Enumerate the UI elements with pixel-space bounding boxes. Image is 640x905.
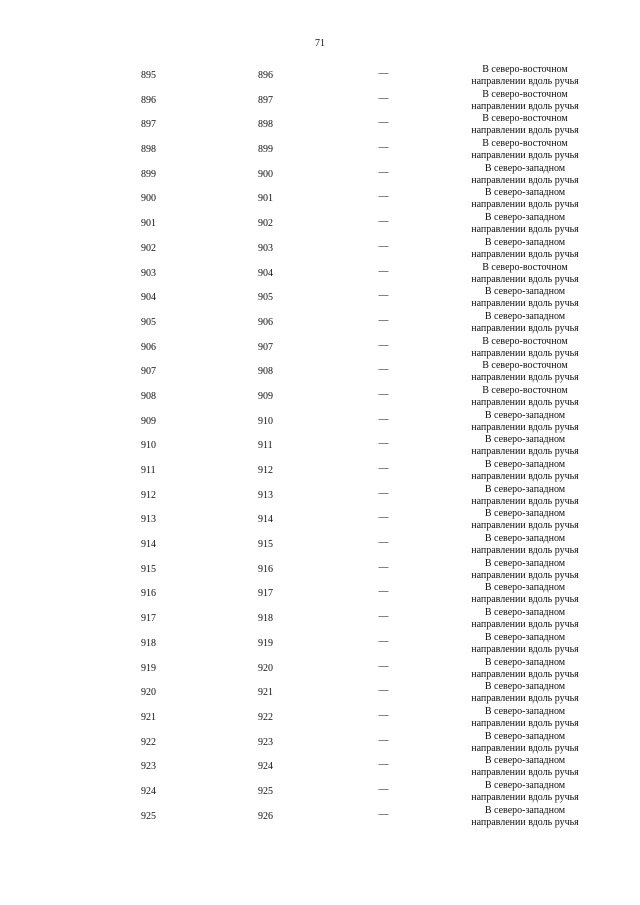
direction-text: В северо-западном xyxy=(484,705,566,717)
distance-value: — xyxy=(378,364,389,376)
table-row xyxy=(0,113,640,138)
direction-text: В северо-восточном xyxy=(482,138,568,150)
along-text: направлении вдоль ручья xyxy=(471,421,579,433)
point-to: 902 xyxy=(258,218,273,230)
direction-text: В северо-восточном xyxy=(482,384,568,396)
along-text: направлении вдоль ручья xyxy=(471,76,579,87)
page-number: 71 xyxy=(315,38,325,49)
direction-text: В северо-западном xyxy=(484,434,566,446)
distance-value: — xyxy=(378,314,389,326)
direction-text: В северо-западном xyxy=(484,804,566,816)
direction-text: В северо-западном xyxy=(484,582,566,594)
direction-description xyxy=(455,731,595,755)
distance-value: — xyxy=(378,487,389,499)
direction-text: В северо-западном xyxy=(484,631,566,643)
direction-text: В северо-западном xyxy=(484,310,566,322)
distance-value: — xyxy=(378,142,389,154)
point-to: 923 xyxy=(258,736,273,748)
direction-description xyxy=(455,237,595,261)
distance-value: — xyxy=(378,68,389,79)
point-from: 907 xyxy=(141,366,156,378)
table-row xyxy=(0,731,640,756)
point-from: 914 xyxy=(141,539,156,551)
table-row xyxy=(0,755,640,780)
table-row xyxy=(0,632,640,657)
along-text: направлении вдоль ручья xyxy=(471,594,579,606)
point-to: 922 xyxy=(258,711,273,723)
along-text: направлении вдоль ручья xyxy=(471,273,579,285)
direction-text: В северо-западном xyxy=(484,212,566,224)
distance-value: — xyxy=(378,586,389,598)
direction-description xyxy=(455,706,595,730)
direction-text: В северо-восточном xyxy=(482,64,568,75)
distance-value: — xyxy=(378,438,389,450)
table-row xyxy=(0,582,640,607)
point-from: 895 xyxy=(141,70,156,81)
direction-description xyxy=(455,755,595,779)
point-from: 911 xyxy=(141,465,156,476)
point-to: 918 xyxy=(258,613,273,625)
point-from: 922 xyxy=(141,736,156,748)
point-to: 900 xyxy=(258,168,273,180)
direction-description xyxy=(455,632,595,656)
point-to: 915 xyxy=(258,539,273,551)
direction-description xyxy=(455,113,595,137)
distance-value: — xyxy=(378,117,389,129)
point-to: 897 xyxy=(258,94,273,106)
along-text: направлении вдоль ручья xyxy=(471,742,579,754)
along-text: направлении вдоль ручья xyxy=(471,471,579,482)
distance-value: — xyxy=(378,635,389,647)
direction-description xyxy=(455,484,595,508)
along-text: направлении вдоль ручья xyxy=(471,298,579,310)
along-text: направлении вдоль ручья xyxy=(471,446,579,458)
direction-description xyxy=(455,385,595,409)
point-to: 919 xyxy=(258,637,273,649)
table-row xyxy=(0,212,640,237)
table-row xyxy=(0,607,640,632)
table-row xyxy=(0,163,640,188)
point-from: 925 xyxy=(141,810,156,822)
direction-description xyxy=(455,780,595,804)
direction-text: В северо-западном xyxy=(484,162,566,174)
point-from: 898 xyxy=(141,144,156,156)
table-row xyxy=(0,706,640,731)
point-to: 912 xyxy=(258,465,273,476)
point-from: 910 xyxy=(141,440,156,452)
distance-value: — xyxy=(378,191,389,203)
point-from: 924 xyxy=(141,785,156,797)
direction-text: В северо-западном xyxy=(484,483,566,495)
point-from: 923 xyxy=(141,761,156,773)
direction-description xyxy=(455,657,595,681)
along-text: направлении вдоль ручья xyxy=(471,643,579,655)
along-text: направлении вдоль ручья xyxy=(471,100,579,112)
distance-value: — xyxy=(378,808,389,820)
direction-description xyxy=(455,336,595,360)
distance-value: — xyxy=(378,166,389,178)
point-from: 921 xyxy=(141,711,156,723)
point-to: 925 xyxy=(258,785,273,797)
direction-description xyxy=(455,607,595,631)
direction-text: В северо-западном xyxy=(484,681,566,693)
point-to: 917 xyxy=(258,588,273,600)
along-text: направлении вдоль ручья xyxy=(471,199,579,211)
table-row xyxy=(0,459,640,484)
direction-description xyxy=(455,434,595,458)
distance-value: — xyxy=(378,388,389,400)
direction-description xyxy=(455,459,595,483)
point-to: 911 xyxy=(258,440,273,452)
point-to: 910 xyxy=(258,415,273,427)
direction-description xyxy=(455,262,595,286)
along-text: направлении вдоль ручья xyxy=(471,693,579,705)
point-from: 917 xyxy=(141,613,156,625)
table-row xyxy=(0,385,640,410)
boundary-points-table xyxy=(0,64,640,829)
direction-description xyxy=(455,558,595,582)
along-text: направлении вдоль ручья xyxy=(471,396,579,408)
direction-text: В северо-западном xyxy=(484,656,566,668)
table-row xyxy=(0,262,640,287)
table-row xyxy=(0,187,640,212)
distance-value: — xyxy=(378,709,389,721)
point-to: 926 xyxy=(258,810,273,822)
distance-value: — xyxy=(378,265,389,277)
table-row xyxy=(0,89,640,114)
point-to: 908 xyxy=(258,366,273,378)
point-to: 904 xyxy=(258,267,273,279)
direction-description xyxy=(455,163,595,187)
point-from: 900 xyxy=(141,193,156,205)
along-text: направлении вдоль ручья xyxy=(471,569,579,581)
direction-description xyxy=(455,681,595,705)
along-text: направлении вдоль ручья xyxy=(471,717,579,729)
point-to: 913 xyxy=(258,489,273,501)
point-from: 899 xyxy=(141,168,156,180)
point-to: 909 xyxy=(258,390,273,402)
along-text: направлении вдоль ручья xyxy=(471,767,579,779)
distance-value: — xyxy=(378,537,389,549)
direction-text: В северо-западном xyxy=(484,533,566,545)
direction-description xyxy=(455,805,595,829)
point-to: 920 xyxy=(258,662,273,674)
along-text: направлении вдоль ручья xyxy=(471,619,579,631)
point-from: 902 xyxy=(141,242,156,254)
direction-description xyxy=(455,360,595,384)
distance-value: — xyxy=(378,783,389,795)
direction-text: В северо-западном xyxy=(484,508,566,520)
table-row xyxy=(0,657,640,682)
direction-text: В северо-восточном xyxy=(482,360,568,372)
direction-description xyxy=(455,410,595,434)
point-from: 916 xyxy=(141,588,156,600)
along-text: направлении вдоль ручья xyxy=(471,520,579,532)
direction-description xyxy=(455,286,595,310)
direction-description xyxy=(455,533,595,557)
table-row xyxy=(0,237,640,262)
direction-text: В северо-западном xyxy=(484,607,566,619)
point-from: 919 xyxy=(141,662,156,674)
distance-value: — xyxy=(378,759,389,771)
point-to: 905 xyxy=(258,292,273,304)
table-row xyxy=(0,311,640,336)
table-row xyxy=(0,558,640,583)
distance-value: — xyxy=(378,92,389,104)
direction-text: В северо-западном xyxy=(484,730,566,742)
table-row xyxy=(0,805,640,830)
table-row xyxy=(0,286,640,311)
along-text: направлении вдоль ручья xyxy=(471,791,579,803)
point-from: 896 xyxy=(141,94,156,106)
point-from: 918 xyxy=(141,637,156,649)
table-row xyxy=(0,360,640,385)
along-text: направлении вдоль ручья xyxy=(471,545,579,557)
direction-text: В северо-восточном xyxy=(482,88,568,100)
table-row xyxy=(0,484,640,509)
direction-description xyxy=(455,582,595,606)
along-text: направлении вдоль ручья xyxy=(471,322,579,334)
distance-value: — xyxy=(378,463,389,474)
direction-text: В северо-западном xyxy=(484,779,566,791)
point-from: 901 xyxy=(141,218,156,230)
point-to: 896 xyxy=(258,70,273,81)
along-text: направлении вдоль ручья xyxy=(471,150,579,162)
direction-text: В северо-восточном xyxy=(482,335,568,347)
point-from: 897 xyxy=(141,119,156,131)
point-from: 915 xyxy=(141,563,156,575)
along-text: направлении вдоль ручья xyxy=(471,668,579,680)
point-from: 906 xyxy=(141,341,156,353)
table-row xyxy=(0,336,640,361)
distance-value: — xyxy=(378,512,389,524)
along-text: направлении вдоль ручья xyxy=(471,125,579,137)
along-text: направлении вдоль ручья xyxy=(471,495,579,507)
distance-value: — xyxy=(378,413,389,425)
table-row xyxy=(0,64,640,89)
distance-value: — xyxy=(378,685,389,697)
point-from: 912 xyxy=(141,489,156,501)
direction-description xyxy=(455,138,595,162)
distance-value: — xyxy=(378,240,389,252)
point-to: 901 xyxy=(258,193,273,205)
distance-value: — xyxy=(378,660,389,672)
point-from: 908 xyxy=(141,390,156,402)
point-to: 924 xyxy=(258,761,273,773)
distance-value: — xyxy=(378,561,389,573)
along-text: направлении вдоль ручья xyxy=(471,372,579,384)
point-from: 905 xyxy=(141,316,156,328)
direction-text: В северо-восточном xyxy=(482,113,568,125)
point-to: 914 xyxy=(258,514,273,526)
direction-description xyxy=(455,212,595,236)
point-to: 906 xyxy=(258,316,273,328)
direction-text: В северо-западном xyxy=(484,187,566,199)
distance-value: — xyxy=(378,611,389,623)
direction-text: В северо-западном xyxy=(484,409,566,421)
direction-text: В северо-западном xyxy=(484,459,566,470)
direction-description xyxy=(455,311,595,335)
distance-value: — xyxy=(378,216,389,228)
direction-text: В северо-западном xyxy=(484,557,566,569)
point-to: 899 xyxy=(258,144,273,156)
point-to: 907 xyxy=(258,341,273,353)
table-row xyxy=(0,533,640,558)
along-text: направлении вдоль ручья xyxy=(471,224,579,236)
table-row xyxy=(0,780,640,805)
along-text: направлении вдоль ручья xyxy=(471,816,579,828)
distance-value: — xyxy=(378,339,389,351)
direction-description xyxy=(455,187,595,211)
direction-description xyxy=(455,89,595,113)
along-text: направлении вдоль ручья xyxy=(471,248,579,260)
direction-description xyxy=(455,64,595,88)
point-from: 903 xyxy=(141,267,156,279)
table-row xyxy=(0,508,640,533)
point-from: 913 xyxy=(141,514,156,526)
point-from: 904 xyxy=(141,292,156,304)
table-row xyxy=(0,138,640,163)
table-row xyxy=(0,434,640,459)
direction-text: В северо-западном xyxy=(484,755,566,767)
table-row xyxy=(0,681,640,706)
along-text: направлении вдоль ручья xyxy=(471,347,579,359)
point-to: 903 xyxy=(258,242,273,254)
direction-text: В северо-восточном xyxy=(482,261,568,273)
point-to: 921 xyxy=(258,687,273,699)
direction-text: В северо-западном xyxy=(484,286,566,298)
along-text: направлении вдоль ручья xyxy=(471,174,579,186)
direction-text: В северо-западном xyxy=(484,236,566,248)
point-from: 920 xyxy=(141,687,156,699)
table-row xyxy=(0,410,640,435)
direction-description xyxy=(455,508,595,532)
point-to: 916 xyxy=(258,563,273,575)
distance-value: — xyxy=(378,290,389,302)
distance-value: — xyxy=(378,734,389,746)
point-to: 898 xyxy=(258,119,273,131)
point-from: 909 xyxy=(141,415,156,427)
